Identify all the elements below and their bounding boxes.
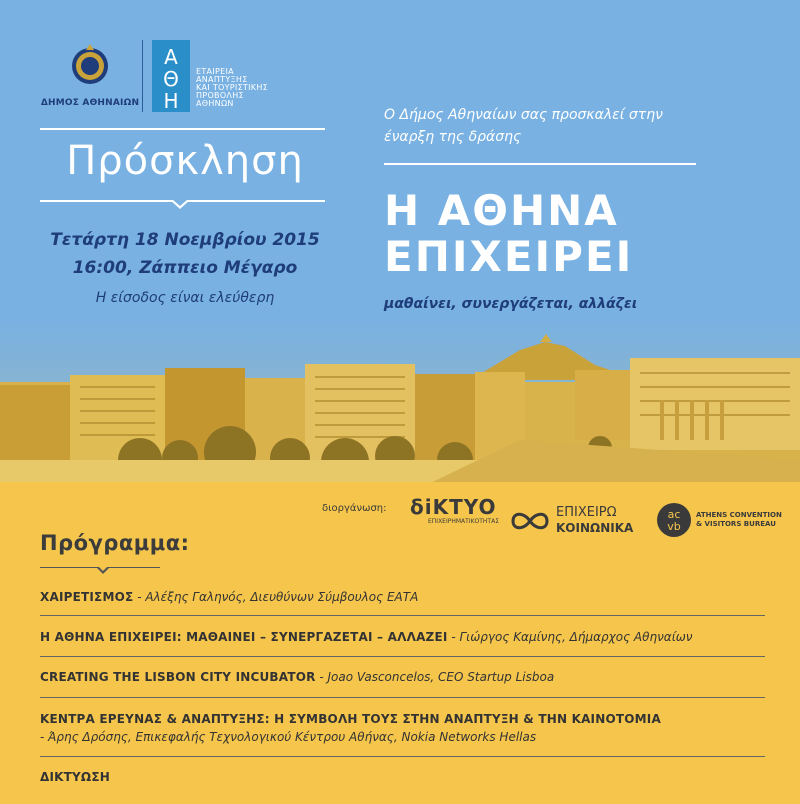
- top-divider: [40, 128, 325, 130]
- program-separator: [40, 756, 765, 757]
- acvb-circle-icon: [656, 502, 692, 538]
- svg-text:Η: Η: [163, 89, 179, 112]
- athena-letters-icon: [152, 40, 190, 112]
- logo-divider: [142, 40, 143, 112]
- program-separator: [40, 615, 765, 616]
- eata-line: ΕΤΑΙΡΕΙΑ: [196, 67, 234, 76]
- program-separator: [40, 697, 765, 698]
- infinity-icon: [510, 510, 550, 532]
- program-item-speaker: - Γιώργος Καμίνης, Δήμαρχος Αθηναίων: [447, 630, 693, 644]
- epixeiro-line: ΕΠΙΧΕΙΡΩ: [556, 505, 617, 520]
- event-datetime: [20, 226, 350, 282]
- program-item: [40, 588, 780, 606]
- program-item-title: CREATING THE LISBON CITY INCUBATOR: [40, 670, 316, 684]
- program-item-title: Η ΑΘΗΝΑ ΕΠΙΧΕΙΡΕΙ: ΜΑΘΑΙΝΕΙ – ΣΥΝΕΡΓΑΖΕΤΑΙ – ΑΛΛΑΖΕΙ: [40, 630, 448, 644]
- program-item-speaker: - Αλέξης Γαληνός, Διευθύνων Σύμβουλος ΕΑΤΑ: [133, 590, 419, 604]
- epixeiro-line: ΚΟΙΝΩΝΙΚΑ: [556, 521, 634, 535]
- svg-text:vb: vb: [667, 520, 681, 533]
- intro-line: έναρξη της δράσης: [384, 129, 522, 145]
- program-item-title: ΧΑΙΡΕΤΙΣΜΟΣ: [40, 590, 134, 604]
- acvb-line: & VISITORS BUREAU: [696, 520, 776, 528]
- program-title: Πρόγραμμα:: [40, 531, 190, 555]
- athens-city-photo: [0, 320, 800, 488]
- eata-logo: [152, 40, 342, 112]
- program-item-speaker: - Άρης Δρόσης, Επικεφαλής Τεχνολογικού Κέντρου Αθήνας, Nokia Networks Hellas: [40, 730, 537, 744]
- program-separator: [40, 656, 765, 657]
- program-item-speaker: - Joao Vasconcelos, CEO Startup Lisboa: [315, 670, 555, 684]
- diktyo-subline: ΕΠΙΧΕΙΡΗΜΑΤΙΚΟΤΗΤΑΣ: [428, 518, 499, 525]
- program-item: [40, 628, 780, 646]
- event-time-venue: 16:00, Ζάππειο Μέγαρο: [72, 258, 298, 278]
- svg-text:ac: ac: [667, 508, 681, 521]
- diktyo-wordmark: δiKTYO: [410, 495, 497, 519]
- program-item: [40, 668, 780, 686]
- intro-line: Ο Δήμος Αθηναίων σας προσκαλεί στην: [384, 107, 663, 123]
- organizers-label: διοργάνωση:: [322, 503, 387, 514]
- invitation-title: Πρόσκληση: [66, 138, 304, 184]
- event-subtitle: μαθαίνει, συνεργάζεται, αλλάζει: [384, 296, 638, 312]
- eata-line: ΑΘΗΝΩΝ: [196, 99, 234, 108]
- event-intro: [384, 104, 714, 148]
- program-item-title: ΔΙΚΤΥΩΣΗ: [40, 770, 110, 784]
- eata-line: ΠΡΟΒΟΛΗΣ: [196, 91, 244, 100]
- event-title-line: Η ΑΘΗΝΑ: [384, 186, 619, 235]
- event-title: [384, 188, 633, 280]
- free-entrance-note: Η είσοδος είναι ελεύθερη: [95, 290, 275, 306]
- svg-text:Θ: Θ: [163, 67, 179, 91]
- acvb-line: ATHENS CONVENTION: [696, 511, 782, 519]
- athens-seal-icon: [68, 40, 112, 92]
- intro-divider: [384, 163, 696, 165]
- event-title-line: ΕΠΙΧΕΙΡΕΙ: [384, 232, 634, 281]
- diktyo-logo: [410, 496, 499, 525]
- svg-text:Α: Α: [164, 45, 178, 69]
- municipality-name: ΔΗΜΟΣ ΑΘΗΝΑΙΩΝ: [40, 98, 140, 108]
- eata-line: ΚΑΙ ΤΟΥΡΙΣΤΙΚΗΣ: [196, 83, 268, 92]
- event-date: Τετάρτη 18 Νοεμβρίου 2015: [50, 230, 320, 250]
- eata-line: ΑΝΑΠΤΥΞΗΣ: [196, 75, 248, 84]
- eata-name: [196, 68, 268, 108]
- program-item: [40, 768, 780, 786]
- municipality-logo: [40, 40, 140, 108]
- program-item: [40, 710, 780, 746]
- program-item-title: ΚΕΝΤΡΑ ΕΡΕΥΝΑΣ & ΑΝΑΠΤΥΞΗΣ: Η ΣΥΜΒΟΛΗ ΤΟΥΣ ΣΤΗΝ ΑΝΑΠΤΥΞΗ & ΤΗΝ ΚΑΙΝΟΤΟΜΙΑ: [40, 712, 661, 726]
